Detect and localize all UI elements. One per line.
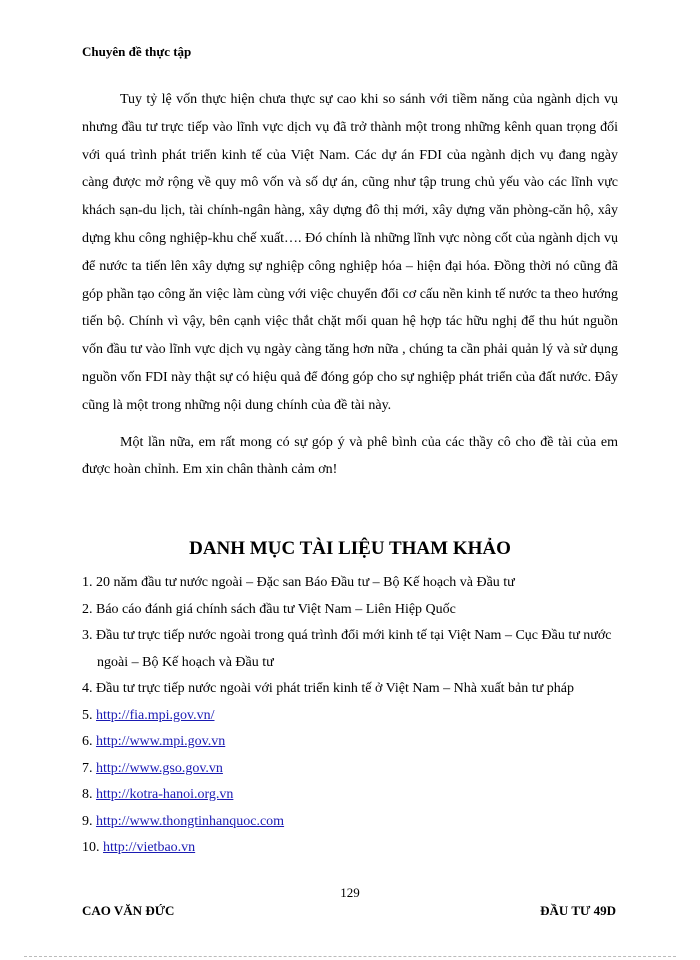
reference-item bbox=[82, 756, 622, 783]
reference-text: Đầu tư trực tiếp nước ngoài với phát triển kinh tế ở Việt Nam – Nhà xuất bản tư pháp bbox=[96, 681, 574, 696]
reference-item bbox=[82, 623, 622, 676]
references-heading: DANH MỤC TÀI LIỆU THAM KHẢO bbox=[189, 538, 511, 559]
reference-number: 3. bbox=[82, 628, 93, 643]
reference-item bbox=[82, 703, 622, 730]
reference-number: 6. bbox=[82, 734, 93, 749]
reference-item bbox=[82, 597, 622, 624]
reference-number: 9. bbox=[82, 813, 93, 829]
body-text bbox=[82, 86, 618, 493]
footer-class: ĐẦU TƯ 49D bbox=[540, 903, 616, 918]
reference-link[interactable]: http://fia.mpi.gov.vn/ bbox=[96, 707, 215, 723]
reference-number: 5. bbox=[82, 707, 93, 723]
reference-number: 8. bbox=[82, 787, 93, 802]
reference-number: 4. bbox=[82, 681, 93, 696]
page-bottom-divider bbox=[24, 956, 676, 957]
reference-item bbox=[82, 835, 622, 862]
reference-item bbox=[82, 570, 622, 597]
reference-text: Đầu tư trực tiếp nước ngoài trong quá trình đổi mới kinh tế tại Việt Nam – Cục Đầu tư nước ngoài – Bộ Kế hoạch và Đầu tư bbox=[96, 628, 612, 670]
reference-link[interactable]: http://www.thongtinhanquoc.com bbox=[96, 813, 285, 829]
reference-number: 2. bbox=[82, 601, 93, 617]
reference-number: 10. bbox=[82, 840, 100, 855]
reference-link[interactable]: http://vietbao.vn bbox=[103, 840, 196, 855]
reference-text: Báo cáo đánh giá chính sách đầu tư Việt Nam – Liên Hiệp Quốc bbox=[96, 601, 456, 617]
reference-number: 1. bbox=[82, 575, 93, 590]
references-list bbox=[82, 570, 622, 862]
reference-item bbox=[82, 729, 622, 756]
reference-link[interactable]: http://www.gso.gov.vn bbox=[96, 760, 223, 776]
body-paragraph-1: Tuy tỷ lệ vốn thực hiện chưa thực sự cao khi so sánh với tiềm năng của ngành dịch vụ nhưng đầu tư trực tiếp vào lĩnh vực dịch vụ đã trở thành một trong những kênh quan trọng đối với quá trình phát triển kinh tế của Việt Nam. Các dự án FDI của ngành dịch vụ đang ngày càng được mở rộng về quy mô vốn và số dự án, cũng như tập trung chủ yếu vào các lĩnh vực khách sạn-du lịch, tài chính-ngân hàng, xây dựng đô thị mới, xây dựng văn phòng-căn hộ, xây dựng khu công nghiệp-khu chế xuất…. Đó chính là những lĩnh vực nòng cốt của ngành dịch vụ để nước ta tiến lên xây dựng sự nghiệp công nghiệp hóa – hiện đại hóa. Đồng thời nó cũng đã góp phần tạo công ăn việc làm cùng với việc chuyển đổi cơ cấu nền kinh tế nước ta theo hướng tiến bộ. Chính vì vậy, bên cạnh việc thắt chặt mối quan hệ hợp tác hữu nghị để thu hút nguồn vốn đầu tư vào lĩnh vực dịch vụ ngày càng tăng hơn nữa , chúng ta cần phải quản lý và sử dụng nguồn vốn FDI này thật sự có hiệu quả để đóng góp cho sự nghiệp phát triển của đất nước. Đây cũng là một trong những nội dung chính của đề tài này. bbox=[82, 92, 618, 413]
footer-author: CAO VĂN ĐỨC bbox=[82, 903, 175, 918]
reference-item bbox=[82, 809, 622, 836]
reference-link[interactable]: http://kotra-hanoi.org.vn bbox=[96, 787, 234, 802]
reference-link[interactable]: http://www.mpi.gov.vn bbox=[96, 734, 226, 749]
reference-item bbox=[82, 782, 622, 809]
body-paragraph-2: Một lần nữa, em rất mong có sự góp ý và phê bình của các thầy cô cho đề tài của em được hoàn chỉnh. Em xin chân thành cảm ơn! bbox=[82, 434, 618, 478]
page-header-title: Chuyên đề thực tập bbox=[82, 44, 192, 59]
page-number: 129 bbox=[340, 885, 360, 900]
reference-text: 20 năm đầu tư nước ngoài – Đặc san Báo Đầu tư – Bộ Kế hoạch và Đầu tư bbox=[96, 575, 515, 590]
reference-item bbox=[82, 676, 622, 703]
reference-number: 7. bbox=[82, 760, 93, 776]
